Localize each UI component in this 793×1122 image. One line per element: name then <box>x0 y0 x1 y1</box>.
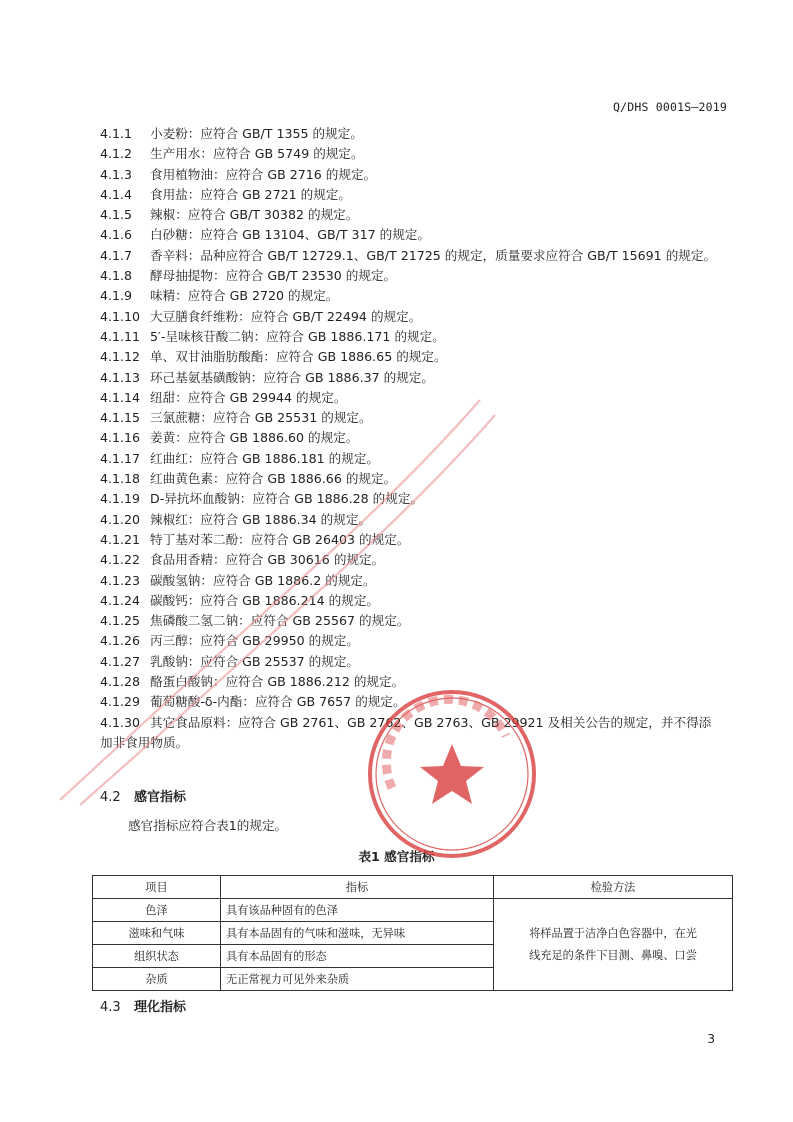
header-indicator: 指标 <box>221 876 494 899</box>
item-number: 4.1.4 <box>100 186 133 202</box>
item-number: 4.1.14 <box>100 389 141 405</box>
item-number: 4.1.3 <box>100 166 133 182</box>
row-indicator: 具有该品种固有的色泽 <box>221 899 494 922</box>
item-text: 香辛料：品种应符合 GB/T 12729.1、GB/T 21725 的规定，质量要求应符合 GB/T 15691 的规定。 <box>150 247 717 263</box>
item-number: 4.1.23 <box>100 572 141 588</box>
list-item <box>100 368 740 388</box>
list-item <box>100 347 740 367</box>
row-item: 滋味和气味 <box>93 922 221 945</box>
list-item <box>100 449 740 469</box>
header-code: Q/DHS 0001S—2019 <box>613 100 727 114</box>
item-number: 4.1.16 <box>100 430 141 446</box>
item-text: 碳酸钙：应符合 GB 1886.214 的规定。 <box>150 592 380 608</box>
raw-material-list <box>100 124 740 753</box>
row-item: 组织状态 <box>93 945 221 968</box>
table-header-row <box>93 876 733 899</box>
item-number: 4.1.13 <box>100 369 141 385</box>
item-text: 辣椒：应符合 GB/T 30382 的规定。 <box>150 207 359 223</box>
item-number: 4.1.6 <box>100 227 133 243</box>
list-item <box>100 591 740 611</box>
item-number: 4.1.29 <box>100 694 141 710</box>
item-number: 4.1.20 <box>100 511 141 527</box>
list-item <box>100 286 740 306</box>
list-item <box>100 185 740 205</box>
item-text: 酵母抽提物：应符合 GB/T 23530 的规定。 <box>150 268 397 284</box>
item-number: 4.1.10 <box>100 308 141 324</box>
section-4-3-heading <box>100 996 186 1015</box>
item-text: 纽甜：应符合 GB 29944 的规定。 <box>150 389 347 405</box>
item-number: 4.1.25 <box>100 613 141 629</box>
header-method: 检验方法 <box>494 876 733 899</box>
item-text: 食品用香精：应符合 GB 30616 的规定。 <box>150 552 385 568</box>
list-item <box>100 327 740 347</box>
seal-star-icon <box>420 744 484 804</box>
list-item <box>100 611 740 631</box>
item-number: 4.1.26 <box>100 633 141 649</box>
section-4-2-heading <box>100 786 186 805</box>
list-item <box>100 246 740 266</box>
item-number: 4.1.2 <box>100 146 133 162</box>
item-number: 4.1.7 <box>100 247 133 263</box>
list-item <box>100 388 740 408</box>
section-4-2-paragraph: 感官指标应符合表1的规定。 <box>128 818 288 833</box>
list-item <box>100 489 740 509</box>
item-number: 4.1.11 <box>100 328 141 344</box>
list-item <box>100 530 740 550</box>
item-number: 4.1.28 <box>100 674 141 690</box>
item-number: 4.1.19 <box>100 491 141 507</box>
header-item: 项目 <box>93 876 221 899</box>
list-item <box>100 205 740 225</box>
row-item: 杂质 <box>93 968 221 991</box>
list-item <box>100 408 740 428</box>
item-number: 4.1.21 <box>100 531 141 547</box>
item-text: 5′-呈味核苷酸二钠：应符合 GB 1886.171 的规定。 <box>150 328 445 344</box>
item-text: 姜黄：应符合 GB 1886.60 的规定。 <box>150 430 359 446</box>
item-text: 三氯蔗糖：应符合 GB 25531 的规定。 <box>150 410 372 426</box>
method-line-1: 将样品置于洁净白色容器中，在光 <box>529 926 697 940</box>
item-text: 辣椒红：应符合 GB 1886.34 的规定。 <box>150 511 372 527</box>
list-item <box>100 266 740 286</box>
item-number: 4.1.27 <box>100 653 141 669</box>
item-text: 食用植物油：应符合 GB 2716 的规定。 <box>150 166 377 182</box>
list-item <box>100 124 740 144</box>
page-number: 3 <box>707 1032 715 1046</box>
item-number: 4.1.1 <box>100 126 133 141</box>
list-item <box>100 144 740 164</box>
item-number: 4.1.5 <box>100 207 133 223</box>
item-text: 焦磷酸二氢二钠：应符合 GB 25567 的规定。 <box>150 613 410 629</box>
item-text: D-异抗坏血酸钠：应符合 GB 1886.28 的规定。 <box>150 491 424 507</box>
item-text: 生产用水：应符合 GB 5749 的规定。 <box>150 146 364 162</box>
inspection-method <box>494 899 733 991</box>
item-text: 红曲黄色素：应符合 GB 1886.66 的规定。 <box>150 471 397 487</box>
list-item <box>100 165 740 185</box>
section-title: 理化指标 <box>134 1000 187 1015</box>
row-indicator: 具有本品固有的形态 <box>221 945 494 968</box>
item-number: 4.1.18 <box>100 471 141 487</box>
item-text: 环己基氨基磺酸钠：应符合 GB 1886.37 的规定。 <box>150 369 434 385</box>
item-text: 其它食品原料：应符合 GB 2761、GB 2762、GB 2763、GB 29921 及相关公告的规定，并不得添 <box>150 714 712 730</box>
item-text: 小麦粉：应符合 GB/T 1355 的规定。 <box>150 126 363 141</box>
item-text: 乳酸钠：应符合 GB 25537 的规定。 <box>150 653 360 669</box>
item-number: 4.1.12 <box>100 349 141 365</box>
method-line-2: 线充足的条件下目测、鼻嗅、口尝 <box>529 948 697 962</box>
list-item <box>100 510 740 530</box>
sensory-table <box>92 875 733 991</box>
list-item <box>100 469 740 489</box>
item-text: 特丁基对苯二酚：应符合 GB 26403 的规定。 <box>150 531 410 547</box>
list-item <box>100 652 740 672</box>
list-item <box>100 428 740 448</box>
item-text: 红曲红：应符合 GB 1886.181 的规定。 <box>150 450 380 466</box>
item-text: 白砂糖：应符合 GB 13104、GB/T 317 的规定。 <box>150 227 430 243</box>
list-item <box>100 307 740 327</box>
item-number: 4.1.9 <box>100 288 133 304</box>
table-caption: 表1 感官指标 <box>358 849 435 864</box>
item-text: 碳酸氢钠：应符合 GB 1886.2 的规定。 <box>150 572 376 588</box>
item-number: 4.1.8 <box>100 268 133 284</box>
item-text: 丙三醇：应符合 GB 29950 的规定。 <box>150 633 360 649</box>
list-item <box>100 225 740 245</box>
row-item: 色泽 <box>93 899 221 922</box>
row-indicator: 无正常视力可见外来杂质 <box>221 968 494 991</box>
item-text: 酪蛋白酸钠：应符合 GB 1886.212 的规定。 <box>150 674 405 690</box>
list-item <box>100 631 740 651</box>
item-text-continuation: 加非食用物质。 <box>100 734 189 750</box>
item-number: 4.1.15 <box>100 410 141 426</box>
row-indicator: 具有本品固有的气味和滋味，无异味 <box>221 922 494 945</box>
section-number: 4.3 <box>100 1000 121 1015</box>
section-number: 4.2 <box>100 790 121 805</box>
item-number: 4.1.22 <box>100 552 141 568</box>
item-text: 葡萄糖酸-δ-内酯：应符合 GB 7657 的规定。 <box>150 694 406 710</box>
list-item <box>100 550 740 570</box>
item-text: 味精：应符合 GB 2720 的规定。 <box>150 288 339 304</box>
table-row <box>93 899 733 922</box>
item-text: 大豆膳食纤维粉：应符合 GB/T 22494 的规定。 <box>150 308 422 324</box>
item-text: 单、双甘油脂肪酸酯：应符合 GB 1886.65 的规定。 <box>150 349 447 365</box>
item-number: 4.1.30 <box>100 714 141 730</box>
section-title: 感官指标 <box>134 790 187 805</box>
company-seal-icon <box>366 688 538 860</box>
item-number: 4.1.24 <box>100 592 141 608</box>
item-text: 食用盐：应符合 GB 2721 的规定。 <box>150 186 351 202</box>
item-number: 4.1.17 <box>100 450 141 466</box>
list-item <box>100 571 740 591</box>
